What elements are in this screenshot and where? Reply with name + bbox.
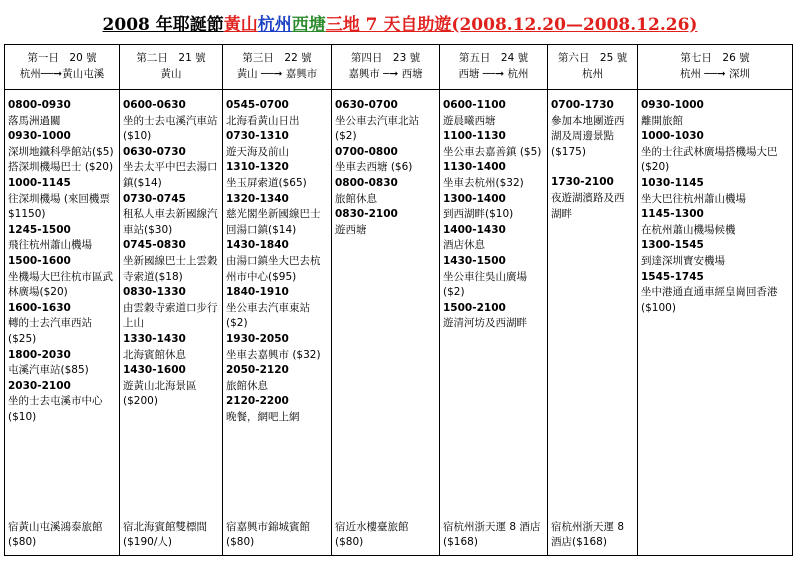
entry-time: 1000-1030 [641, 130, 704, 143]
entry-description: 北海看黃山日出 [226, 114, 300, 127]
route-label: 杭州 [582, 68, 603, 80]
day-header [548, 45, 638, 90]
entry-time: 0600-1100 [443, 99, 506, 111]
entry-description: 遊天海及前山 [226, 145, 289, 158]
entry-time: 0800-0830 [335, 176, 398, 189]
entry-time: 1320-1340 [226, 192, 289, 205]
entry-time: 1030-1145 [641, 176, 704, 189]
entry-description: 坐公車去汽車北站 ($2) [335, 114, 419, 143]
entry-description: 坐玉屏索道($65) [226, 176, 307, 189]
entry-time: 0830-1330 [123, 286, 186, 299]
entry-list [443, 98, 544, 332]
entry-description: 坐公車往吳山廣場 ($2) [443, 270, 527, 299]
day-schedule-cell [440, 90, 548, 556]
entry-time: 0630-0730 [123, 145, 186, 158]
entry-time: 1545-1745 [641, 270, 704, 283]
day-header [5, 45, 120, 90]
entry-time: 1130-1400 [443, 161, 506, 174]
day-header [223, 45, 332, 90]
entry-description: 坐車去杭州($32) [443, 176, 524, 189]
day-label: 第四日 23 號 [350, 52, 421, 65]
entry-description: 轉的士去汽車西站 ($25) [8, 317, 92, 345]
entry-time: 1500-2100 [443, 301, 506, 314]
entry-time: 2050-2120 [226, 364, 289, 377]
entry-time: 0600-0630 [123, 99, 186, 111]
entry-time: 0630-0700 [335, 99, 398, 111]
entry-description: 在杭州蕭山機場候機 [641, 223, 736, 236]
entry-time: 1500-1600 [8, 254, 71, 267]
accommodation-note: 宿杭州浙天運 8 酒店($168) [551, 520, 625, 549]
entry-time: 0730-1310 [226, 130, 289, 143]
day-schedule-cell [332, 90, 440, 556]
title-suffix: 三地 7 天自助遊(2008.12.20—2008.12.26) [325, 15, 698, 35]
entry-list [226, 98, 328, 425]
day-schedule-cell [5, 90, 120, 556]
entry-description: 坐去太平中巴去湯口鎮($14) [123, 161, 218, 189]
entry-time: 0745-0830 [123, 239, 186, 252]
day-schedule-cell [120, 90, 223, 556]
route-label: 杭州 ──➞ 深圳 [679, 68, 751, 80]
entry-description: 坐車去西塘 ($6) [335, 161, 413, 174]
entry-time: 2120-2200 [226, 395, 289, 408]
entry-time: 1330-1430 [123, 332, 186, 345]
entry-description: 晚餐，網吧上網 [226, 410, 300, 423]
entry-list [335, 98, 436, 238]
entry-time: 1840-1910 [226, 286, 289, 299]
accommodation-note: 宿杭州浙天運 8 酒店($168) [443, 520, 541, 549]
entry-time: 0700-1730 [551, 99, 614, 111]
entry-time: 1145-1300 [641, 208, 704, 221]
day-schedule-cell [548, 90, 638, 556]
entry-time: 1730-2100 [551, 176, 614, 189]
entry-description: 遊清河坊及西湖畔 [443, 317, 527, 330]
day-header [440, 45, 548, 90]
day-label: 第一日 20 號 [27, 52, 97, 65]
entry-description: 坐公車去汽車東站 ($2) [226, 301, 310, 330]
day-header [332, 45, 440, 90]
title-place-xitang: 西塘 [291, 15, 326, 35]
entry-description: 落馬洲過關 [8, 114, 61, 127]
entry-time: 1430-1500 [443, 254, 506, 267]
entry-description: 坐的士去屯溪汽車站($10) [123, 114, 218, 143]
entry-list [641, 98, 789, 316]
day-label: 第六日 25 號 [557, 52, 628, 65]
title-place-huangshan: 黃山 [223, 15, 258, 35]
entry-description: 到西湖畔($10) [443, 208, 514, 221]
entry-time: 0700-0800 [335, 145, 398, 158]
accommodation-note: 宿黃山屯溪鴻泰旅館($80) [8, 520, 103, 549]
entry-time: 0930-1000 [641, 99, 704, 111]
entry-description: 飛往杭州蕭山機場 [8, 239, 92, 252]
day-header [120, 45, 223, 90]
entry-description: 坐公車去嘉善鎮 ($5) [443, 145, 542, 158]
entry-description: 坐的士往武林廣場搭機場大巴($20) [641, 145, 778, 174]
entry-description: 北海賓館休息 [123, 348, 186, 361]
entry-description: 坐車去嘉興市 ($32) [226, 348, 321, 361]
entry-description: 遊晨曦西塘 [443, 114, 496, 127]
entry-time: 1300-1400 [443, 192, 506, 205]
entry-description: 由雲穀寺索道口步行上山 [123, 301, 218, 330]
entry-description: 旅館休息 [226, 379, 268, 392]
title-place-hangzhou: 杭州 [257, 15, 292, 35]
day-schedule-cell [223, 90, 332, 556]
accommodation-note: 宿嘉興市錦城賓館($80) [226, 520, 310, 549]
entry-time: 0545-0700 [226, 99, 289, 111]
entry-description: 遊黃山北海景區 ($200) [123, 379, 197, 408]
entry-time: 1245-1500 [8, 223, 71, 236]
entry-description: 坐的士去屯溪市中心($10) [8, 395, 103, 423]
entry-list [123, 98, 219, 410]
entry-time: 1600-1630 [8, 301, 71, 314]
entry-time: 1800-2030 [8, 348, 71, 361]
entry-description: 坐大巴往杭州蕭山機場 [641, 192, 746, 205]
itinerary-table [4, 44, 793, 556]
entry-time: 2030-2100 [8, 379, 71, 392]
entry-time: 1430-1600 [123, 364, 186, 377]
route-label: 黃山 [160, 68, 182, 80]
entry-time: 1300-1545 [641, 239, 704, 252]
entry-time: 1100-1130 [443, 130, 506, 143]
route-label: 嘉興市 ─➞ 西塘 [348, 68, 423, 80]
entry-description: 深圳地鐵科學館站($5)搭深圳機場巴士 ($20) [8, 145, 114, 174]
header-row [5, 45, 793, 90]
entry-list [8, 98, 116, 425]
entry-description: 屯溪汽車站($85) [8, 364, 89, 377]
day-label: 第三日 22 號 [242, 52, 312, 65]
route-label: 西塘 ──➞ 杭州 [458, 68, 529, 80]
accommodation-note: 宿北海賓館雙標間($190/人) [123, 520, 207, 549]
spacer [551, 160, 634, 175]
entry-description: 酒店休息 [443, 239, 485, 252]
entry-description: 慈光閣坐新國線巴士回湯口鎮($14) [226, 208, 321, 236]
entry-time: 1400-1430 [443, 223, 506, 236]
entry-description: 參加本地團遊西湖及周邊景點($175) [551, 114, 625, 158]
entry-description: 坐機場大巴往杭市區武林廣場($20) [8, 270, 113, 299]
entry-description: 坐中港通直通車經皇崗回香港($100) [641, 286, 778, 314]
entry-time: 0830-2100 [335, 208, 398, 221]
entry-description: 往深圳機場 (來回機票$1150) [8, 192, 110, 221]
entry-description: 離開旅館 [641, 114, 683, 127]
day-label: 第七日 26 號 [680, 52, 750, 65]
entry-time: 0730-0745 [123, 192, 186, 205]
entry-description: 由湯口鎮坐大巴去杭州市中心($95) [226, 254, 321, 283]
entry-time: 0930-1000 [8, 130, 71, 143]
entry-time: 1000-1145 [8, 176, 71, 189]
accommodation-note: 宿近水樓臺旅館 ($80) [335, 520, 409, 549]
entry-description: 坐新國線巴士上雲穀寺索道($18) [123, 254, 218, 283]
entry-time: 0800-0930 [8, 99, 71, 111]
day-label: 第五日 24 號 [458, 52, 529, 65]
day-label: 第二日 21 號 [136, 52, 206, 65]
schedule-row [5, 90, 793, 556]
entry-description: 夜遊湖濱路及西湖畔 [551, 191, 625, 220]
entry-description: 旅館休息 [335, 192, 377, 205]
entry-time: 1430-1840 [226, 239, 289, 252]
entry-time: 1310-1320 [226, 161, 289, 174]
entry-description: 到達深圳寶安機場 [641, 254, 725, 267]
route-label: 黃山 ──➞ 嘉興市 [236, 68, 318, 80]
day-header [638, 45, 793, 90]
day-schedule-cell [638, 90, 793, 556]
title-prefix: 2008 年耶誕節 [102, 15, 224, 35]
entry-description: 遊西塘 [335, 223, 367, 236]
entry-list [551, 98, 634, 222]
page-title [0, 10, 800, 35]
route-label: 杭州──➞黃山屯溪 [19, 68, 105, 80]
entry-description: 租私人車去新國線汽車站($30) [123, 208, 218, 236]
entry-time: 1930-2050 [226, 332, 289, 345]
